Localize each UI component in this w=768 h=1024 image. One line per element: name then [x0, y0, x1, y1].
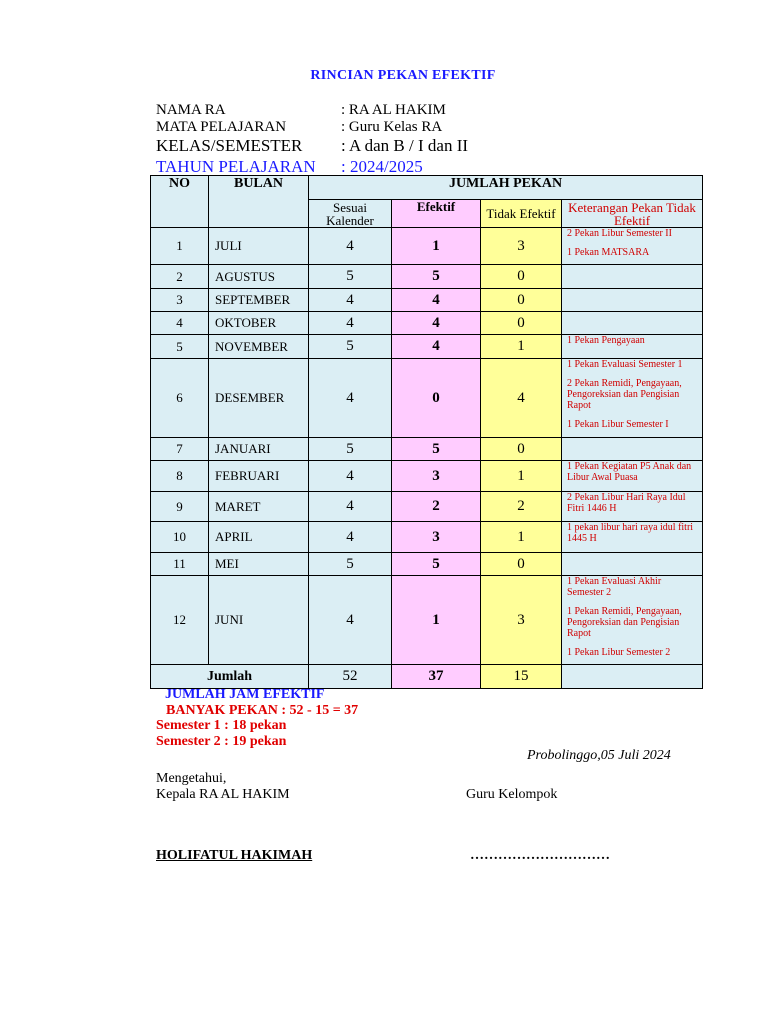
cell-no: 12: [151, 576, 209, 665]
table-row: [151, 265, 703, 289]
cell-bulan: SEPTEMBER: [209, 289, 309, 312]
cell-efektif: 5: [392, 265, 481, 289]
header-tidak-efektif: Tidak Efektif: [481, 200, 562, 228]
cell-bulan: JULI: [209, 228, 309, 265]
table-row: [151, 312, 703, 335]
info-key: MATA PELAJARAN: [156, 119, 287, 135]
cell-no: 2: [151, 265, 209, 289]
info-value: : Guru Kelas RA: [341, 119, 443, 135]
cell-kalender: 4: [309, 522, 392, 553]
header-no: NO: [151, 176, 209, 228]
cell-keterangan: [562, 576, 703, 665]
header-sesuai-kalender: Sesuai Kalender: [309, 200, 392, 228]
cell-keterangan: [562, 522, 703, 553]
table-row: [151, 522, 703, 553]
cell-tidak-efektif: 2: [481, 492, 562, 522]
cell-tidak-efektif: 0: [481, 265, 562, 289]
kepala-name: HOLIFATUL HAKIMAH: [156, 848, 313, 863]
table-row: [151, 359, 703, 438]
banyak-pekan: BANYAK PEKAN : 52 - 15 = 37: [166, 702, 359, 718]
header-keterangan: Keterangan Pekan Tidak Efektif: [562, 200, 703, 228]
jumlah-kalender: 52: [309, 665, 392, 689]
jumlah-tidak-efektif: 15: [481, 665, 562, 689]
cell-keterangan: [562, 335, 703, 359]
cell-kalender: 5: [309, 265, 392, 289]
cell-tidak-efektif: 1: [481, 522, 562, 553]
cell-no: 9: [151, 492, 209, 522]
cell-efektif: 2: [392, 492, 481, 522]
info-value: : A dan B / I dan II: [341, 136, 469, 155]
cell-keterangan: [562, 438, 703, 461]
cell-tidak-efektif: 4: [481, 359, 562, 438]
guru-kelompok-label: Guru Kelompok: [466, 787, 558, 802]
cell-bulan: OKTOBER: [209, 312, 309, 335]
cell-keterangan: [562, 265, 703, 289]
keterangan-item: 1 Pekan Libur Semester 2: [567, 647, 671, 658]
cell-kalender: 4: [309, 312, 392, 335]
cell-keterangan: [562, 359, 703, 438]
cell-keterangan: [562, 553, 703, 576]
info-value: : RA AL HAKIM: [341, 102, 446, 118]
info-key: KELAS/SEMESTER: [156, 136, 303, 155]
cell-no: 6: [151, 359, 209, 438]
cell-kalender: 4: [309, 461, 392, 492]
signature-left: [156, 771, 290, 803]
table-row: [151, 461, 703, 492]
page-title: RINCIAN PEKAN EFEKTIF: [310, 68, 496, 83]
cell-bulan: MEI: [209, 553, 309, 576]
cell-bulan: JUNI: [209, 576, 309, 665]
keterangan-item: 1 Pekan Evaluasi Akhir Semester 2: [567, 576, 662, 598]
table-row: [151, 492, 703, 522]
keterangan-item: 1 pekan libur hari raya idul fitri 1445 H: [567, 522, 694, 544]
summary-block: [156, 687, 358, 749]
keterangan-item: 1 Pekan Kegiatan P5 Anak dan Libur Awal Puasa: [567, 461, 692, 483]
cell-keterangan: [562, 289, 703, 312]
table-row: [151, 228, 703, 265]
cell-kalender: 4: [309, 576, 392, 665]
jumlah-row: [151, 665, 703, 689]
cell-tidak-efektif: 1: [481, 335, 562, 359]
table-row: [151, 438, 703, 461]
info-row-mata-pelajaran: [156, 119, 468, 136]
cell-kalender: 4: [309, 492, 392, 522]
cell-no: 11: [151, 553, 209, 576]
mengetahui-label: Mengetahui,: [156, 771, 227, 786]
table-row: [151, 289, 703, 312]
cell-efektif: 1: [392, 576, 481, 665]
table-row: [151, 576, 703, 665]
cell-efektif: 3: [392, 461, 481, 492]
cell-kalender: 5: [309, 335, 392, 359]
cell-tidak-efektif: 3: [481, 576, 562, 665]
cell-kalender: 4: [309, 289, 392, 312]
cell-bulan: JANUARI: [209, 438, 309, 461]
cell-tidak-efektif: 0: [481, 553, 562, 576]
cell-efektif: 4: [392, 289, 481, 312]
cell-bulan: MARET: [209, 492, 309, 522]
keterangan-item: 1 Pekan MATSARA: [567, 247, 650, 258]
cell-no: 7: [151, 438, 209, 461]
table-row: [151, 335, 703, 359]
cell-kalender: 4: [309, 228, 392, 265]
keterangan-item: 1 Pekan Remidi, Pengayaan, Pengoreksian dan Pengisian Rapot: [567, 606, 682, 639]
keterangan-item: 2 Pekan Libur Semester II: [567, 228, 672, 239]
keterangan-item: 1 Pekan Evaluasi Semester 1: [567, 359, 683, 370]
keterangan-item: 2 Pekan Remidi, Pengayaan, Pengoreksian dan Pengisian Rapot: [567, 378, 682, 411]
cell-keterangan: [562, 228, 703, 265]
cell-tidak-efektif: 3: [481, 228, 562, 265]
cell-kalender: 4: [309, 359, 392, 438]
cell-no: 1: [151, 228, 209, 265]
header-bulan: BULAN: [209, 176, 309, 228]
cell-bulan: NOVEMBER: [209, 335, 309, 359]
kepala-label: Kepala RA AL HAKIM: [156, 787, 290, 802]
cell-keterangan: [562, 492, 703, 522]
cell-efektif: 5: [392, 553, 481, 576]
semester-2-total: Semester 2 : 19 pekan: [156, 733, 287, 749]
info-key: NAMA RA: [156, 102, 226, 118]
semester-1-total: Semester 1 : 18 pekan: [156, 718, 287, 733]
table-row: [151, 553, 703, 576]
info-block: [156, 102, 468, 178]
pekan-efektif-table: [150, 175, 703, 689]
cell-no: 5: [151, 335, 209, 359]
guru-name-placeholder: …………………………: [470, 848, 610, 863]
cell-kalender: 5: [309, 553, 392, 576]
keterangan-item: 2 Pekan Libur Hari Raya Idul Fitri 1446 H: [567, 492, 686, 514]
cell-no: 8: [151, 461, 209, 492]
cell-keterangan: [562, 312, 703, 335]
cell-efektif: 0: [392, 359, 481, 438]
info-key: TAHUN PELAJARAN: [156, 157, 316, 176]
jumlah-efektif: 37: [392, 665, 481, 689]
info-row-kelas-semester: [156, 136, 468, 157]
cell-efektif: 1: [392, 228, 481, 265]
cell-no: 10: [151, 522, 209, 553]
cell-efektif: 4: [392, 335, 481, 359]
cell-keterangan: [562, 461, 703, 492]
cell-bulan: DESEMBER: [209, 359, 309, 438]
cell-kalender: 5: [309, 438, 392, 461]
cell-efektif: 5: [392, 438, 481, 461]
cell-tidak-efektif: 0: [481, 312, 562, 335]
header-efektif: Efektif: [392, 200, 481, 228]
cell-tidak-efektif: 0: [481, 289, 562, 312]
cell-efektif: 4: [392, 312, 481, 335]
jumlah-jam-efektif: JUMLAH JAM EFEKTIF: [165, 687, 325, 702]
place-date: Probolinggo,05 Juli 2024: [527, 748, 671, 763]
cell-bulan: APRIL: [209, 522, 309, 553]
cell-tidak-efektif: 0: [481, 438, 562, 461]
jumlah-label: Jumlah: [151, 665, 309, 689]
header-jumlah-pekan: JUMLAH PEKAN: [309, 176, 703, 200]
cell-bulan: AGUSTUS: [209, 265, 309, 289]
keterangan-item: 1 Pekan Pengayaan: [567, 335, 645, 346]
keterangan-item: 1 Pekan Libur Semester I: [567, 419, 669, 430]
cell-tidak-efektif: 1: [481, 461, 562, 492]
cell-bulan: FEBRUARI: [209, 461, 309, 492]
info-value: : 2024/2025: [341, 157, 423, 176]
info-row-nama-ra: [156, 102, 468, 119]
cell-no: 4: [151, 312, 209, 335]
jumlah-keterangan: [562, 665, 703, 689]
cell-efektif: 3: [392, 522, 481, 553]
cell-no: 3: [151, 289, 209, 312]
